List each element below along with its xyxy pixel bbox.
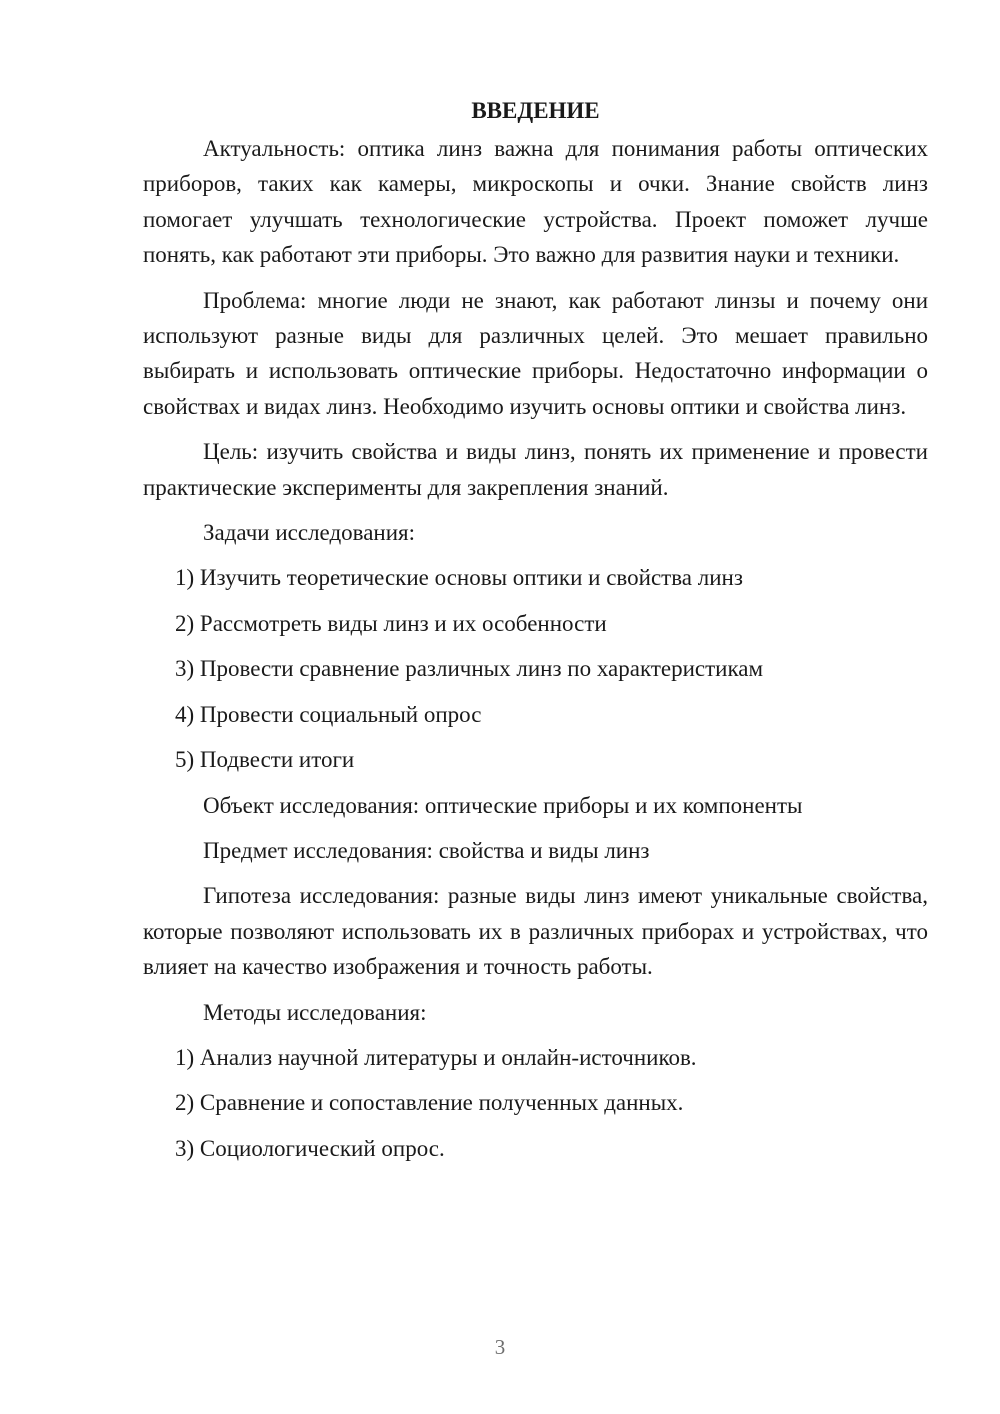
list-item: 2) Сравнение и сопоставление полученных данных. [175, 1090, 684, 1116]
methods-list [143, 1040, 928, 1166]
list-item: 3) Провести сравнение различных линз по характеристикам [175, 656, 764, 682]
object-line: Объект исследования: оптические приборы и их компоненты [203, 792, 803, 818]
methods-heading: Методы исследования: [203, 999, 427, 1025]
hypothesis-paragraph: Гипотеза исследования: разные виды линз имеют уникальные свойства, которые позволяют использовать их в различных приборах и устройствах, что влияет на качество изображения и точность работы. [143, 883, 928, 980]
goal-paragraph: Цель: изучить свойства и виды линз, понять их применение и провести практические эксперименты для закрепления знаний. [143, 439, 928, 500]
section-title: ВВЕДЕНИЕ [471, 98, 600, 123]
tasks-heading: Задачи исследования: [203, 520, 416, 546]
tasks-list [143, 560, 928, 777]
page-number: 3 [494, 1335, 506, 1359]
list-item: 3) Социологический опрос. [175, 1135, 445, 1161]
list-item: 1) Изучить теоретические основы оптики и свойства линз [175, 565, 743, 591]
problem-paragraph: Проблема: многие люди не знают, как работают линзы и почему они используют разные виды для различных целей. Это мешает правильно выбирать и использовать оптические приборы. Недостаточно информации о свойствах и видах линз. Необходимо изучить основы оптики и свойства линз. [143, 287, 928, 419]
list-item: 1) Анализ научной литературы и онлайн-источников. [175, 1044, 697, 1070]
list-item: 4) Провести социальный опрос [175, 701, 482, 727]
relevance-paragraph: Актуальность: оптика линз важна для понимания работы оптических приборов, таких как камеры, микроскопы и очки. Знание свойств линз помогает улучшать технологические устройства. Проект поможет лучше понять, как работают эти приборы. Это важно для развития науки и техники. [143, 136, 928, 268]
list-item: 5) Подвести итоги [175, 747, 355, 773]
page-content [143, 93, 928, 1176]
subject-line: Предмет исследования: свойства и виды линз [203, 837, 650, 863]
list-item: 2) Рассмотреть виды линз и их особенности [175, 610, 607, 636]
